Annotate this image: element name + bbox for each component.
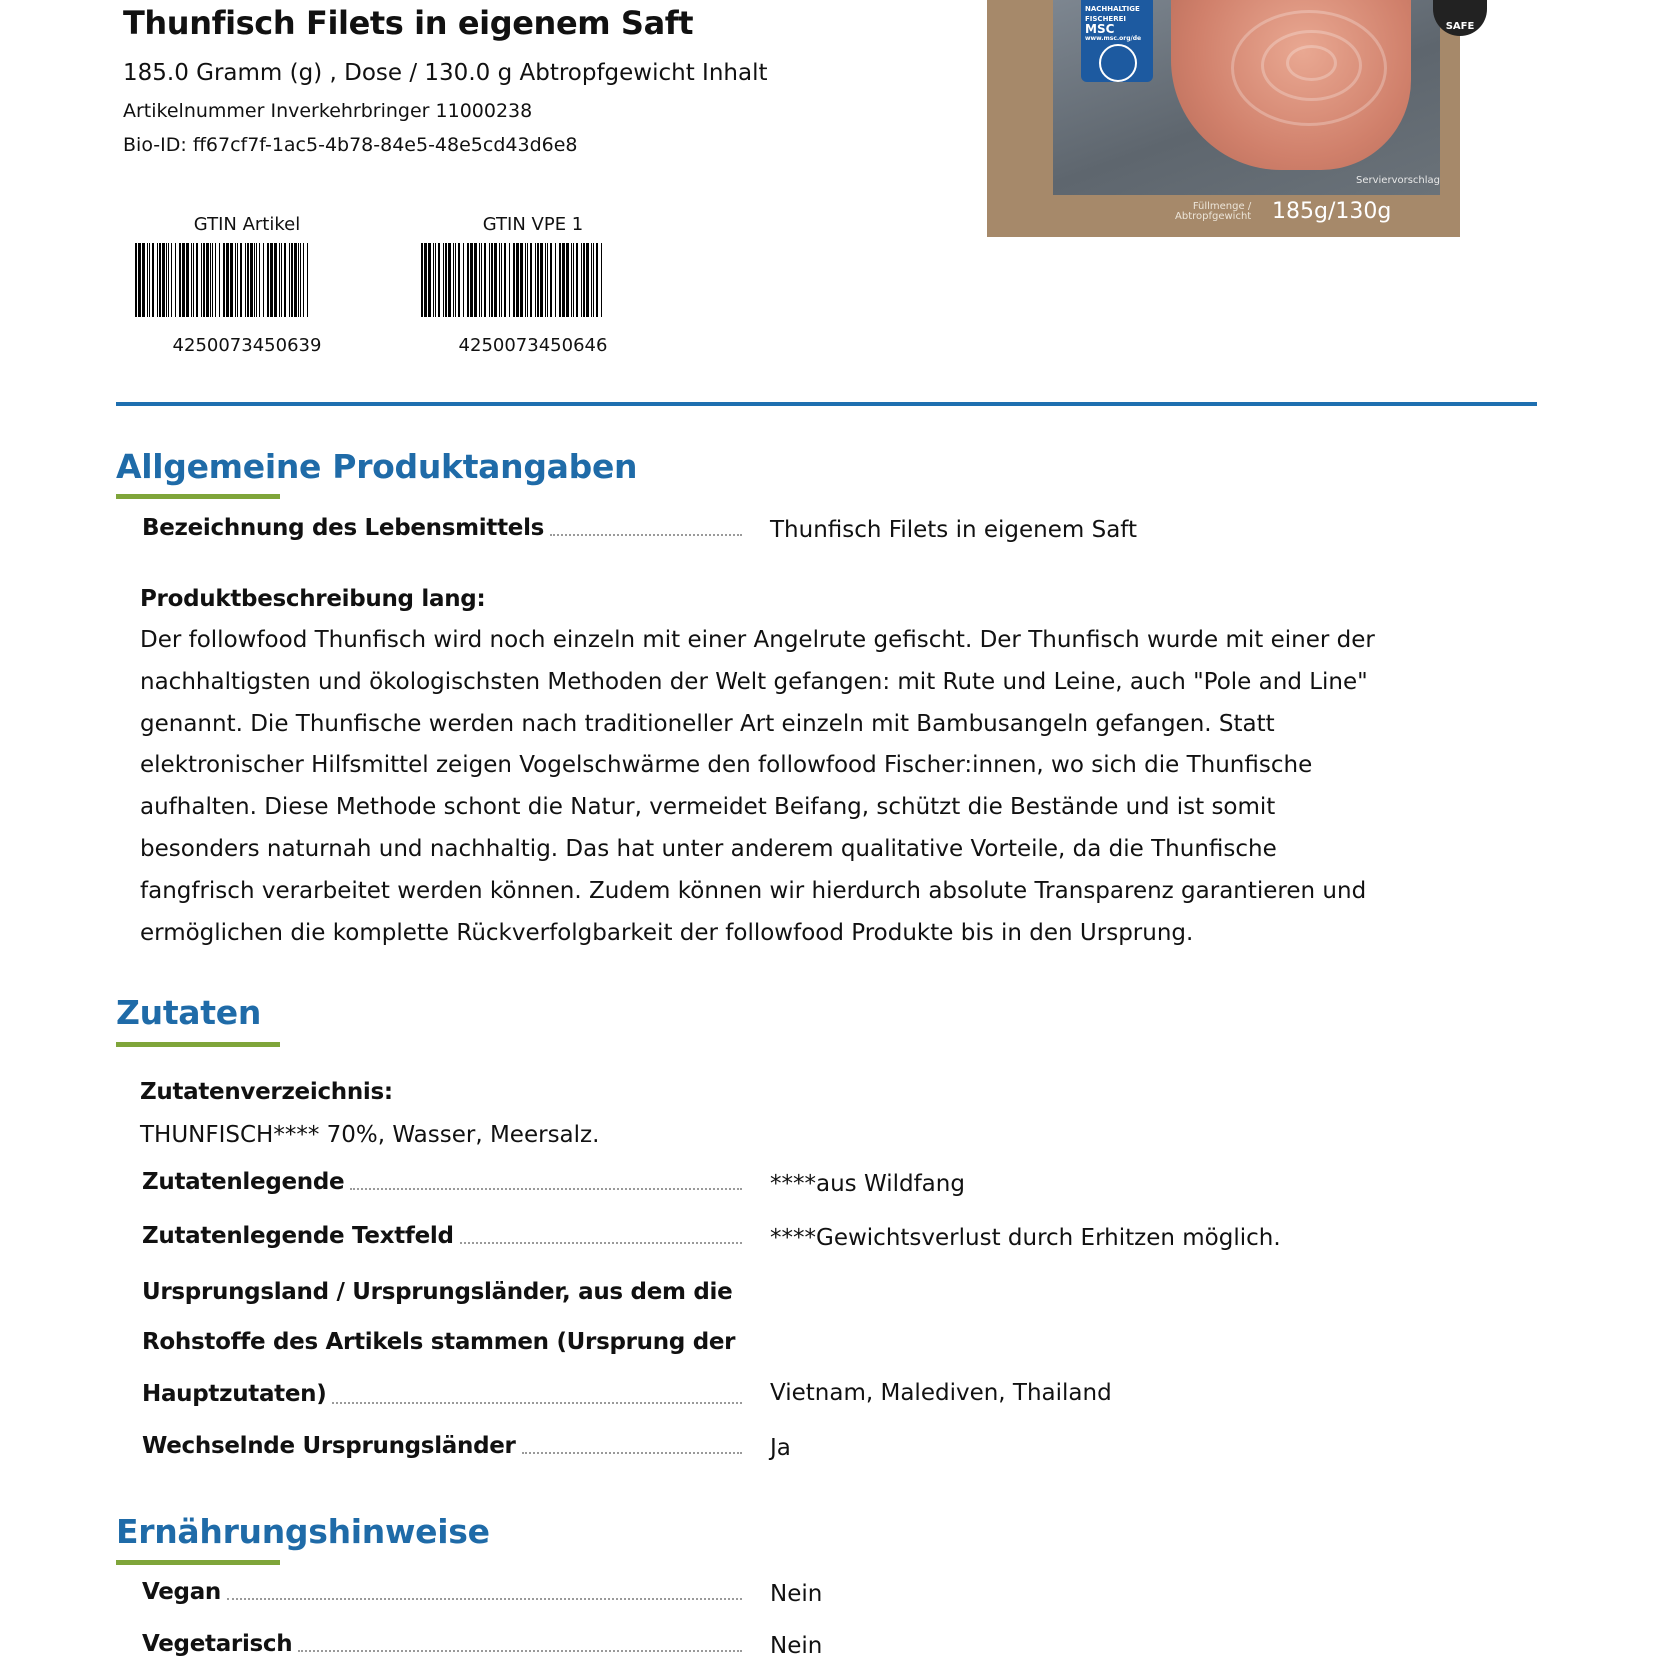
section-title-general: Allgemeine Produktangaben [116, 447, 638, 486]
description-text: Der followfood Thunfisch wird noch einzeln mit einer Angelrute gefischt. Der Thunfisch wurde mit einer der nachhaltigsten und ökologischsten Methoden der Welt gefangen: mit Rute und Leine, auch "Pole and Line" genannt. Die Thunfische werden nach traditioneller Art einzeln mit Bambusangeln gefangen. Statt elektronischer Hilfsmittel zeigen Vogelschwärme den followfood Fischer:innen, wo sich die Thunfische aufhalten. Diese Methode schont die Natur, vermeidet Beifang, schützt die Bestände und ist somit besonders naturnah und nachhaltig. Das hat unter anderem qualitative Vorteile, da die Thunfische fangfrisch verarbeitet werden können. Zudem können wir hierdurch absolute Transparenz garantieren und ermöglichen die komplette Rückverfolgbarkeit der followfood Produkte bis in den Ursprung. [140, 627, 1375, 946]
safe-badge-icon: SAFE [1433, 0, 1487, 36]
field-value: ****aus Wildfang [770, 1171, 965, 1197]
field-label: Rohstoffe des Artikels stammen (Ursprung der [142, 1329, 736, 1355]
section-underline [116, 1560, 280, 1565]
barcode-gtin-vpe [413, 214, 653, 356]
leader-dots [332, 1402, 742, 1404]
field-label: Hauptzutaten) [142, 1381, 327, 1407]
barcode-gtin-article [127, 214, 367, 356]
leader-dots [227, 1598, 742, 1600]
ingredients-list-text: THUNFISCH**** 70%, Wasser, Meersalz. [140, 1122, 600, 1148]
field-label: Zutatenlegende Textfeld [142, 1223, 454, 1249]
field-label: Bezeichnung des Lebensmittels [142, 515, 545, 541]
field-label: Ursprungsland / Ursprungsländer, aus dem die [142, 1279, 733, 1305]
barcode-label: GTIN Artikel [193, 214, 301, 235]
tuna-fillet-image [1171, 0, 1411, 170]
field-ingredient-legend-text [142, 1223, 1542, 1263]
msc-url: www.msc.org/de [1085, 35, 1142, 42]
description-label: Produktbeschreibung lang: [140, 586, 486, 612]
msc-label [1081, 0, 1153, 82]
fill-label-line: Abtropfgewicht [1175, 211, 1252, 222]
leader-dots [550, 534, 742, 536]
field-label: Vegan [142, 1579, 222, 1605]
msc-brand: MSC [1085, 22, 1115, 36]
msc-text: NACHHALTIGE [1085, 5, 1140, 13]
serving-suggestion: Serviervorschlag [1356, 175, 1441, 186]
field-label: Zutatenlegende [142, 1169, 345, 1195]
field-value: Nein [770, 1633, 823, 1659]
field-vegetarian [142, 1631, 1542, 1671]
field-origin-label [142, 1277, 742, 1409]
fill-label-line: Füllmenge / [1192, 201, 1252, 212]
barcode-number: 4250073450639 [172, 335, 322, 356]
barcode-number: 4250073450646 [458, 335, 608, 356]
section-underline [116, 494, 280, 499]
barcode-label: GTIN VPE 1 [482, 214, 584, 235]
header-divider [116, 402, 1537, 406]
leader-dots [522, 1452, 742, 1454]
field-ingredient-legend [142, 1169, 1542, 1209]
fill-weight-label [1175, 202, 1251, 222]
section-underline [116, 1042, 280, 1047]
leader-dots [460, 1242, 742, 1244]
field-label: Wechselnde Ursprungsländer [142, 1433, 516, 1459]
section-title-nutrition: Ernährungshinweise [116, 1512, 490, 1551]
product-photo [1053, 0, 1475, 195]
product-title: Thunfisch Filets in eigenem Saft [123, 4, 694, 42]
field-changing-origin [142, 1433, 1542, 1473]
field-label: Vegetarisch [142, 1631, 293, 1657]
msc-fish-icon [1099, 44, 1137, 82]
bio-id: Bio-ID: ff67cf7f-1ac5-4b78-84e5-48e5cd43d6e8 [123, 134, 578, 156]
article-number: Artikelnummer Inverkehrbringer 11000238 [123, 100, 533, 122]
ingredients-list-label: Zutatenverzeichnis: [140, 1079, 393, 1105]
field-vegan [142, 1579, 1542, 1619]
field-value: Thunfisch Filets in eigenem Saft [770, 517, 1138, 543]
product-image [987, 0, 1475, 237]
field-value: ****Gewichtsverlust durch Erhitzen möglich. [770, 1225, 1281, 1251]
leader-dots [298, 1650, 742, 1652]
section-title-ingredients: Zutaten [116, 993, 262, 1032]
barcode-image [419, 243, 647, 317]
field-value: Vietnam, Malediven, Thailand [770, 1380, 1112, 1406]
field-value: Ja [770, 1435, 791, 1461]
fill-weight-value: 185g/130g [1272, 199, 1392, 224]
field-designation [142, 515, 1542, 555]
product-quantity: 185.0 Gramm (g) , Dose / 130.0 g Abtropfgewicht Inhalt [123, 60, 768, 86]
field-value: Nein [770, 1581, 823, 1607]
msc-text: FISCHEREI [1085, 15, 1126, 23]
barcode-image [133, 243, 361, 317]
leader-dots [350, 1188, 742, 1190]
